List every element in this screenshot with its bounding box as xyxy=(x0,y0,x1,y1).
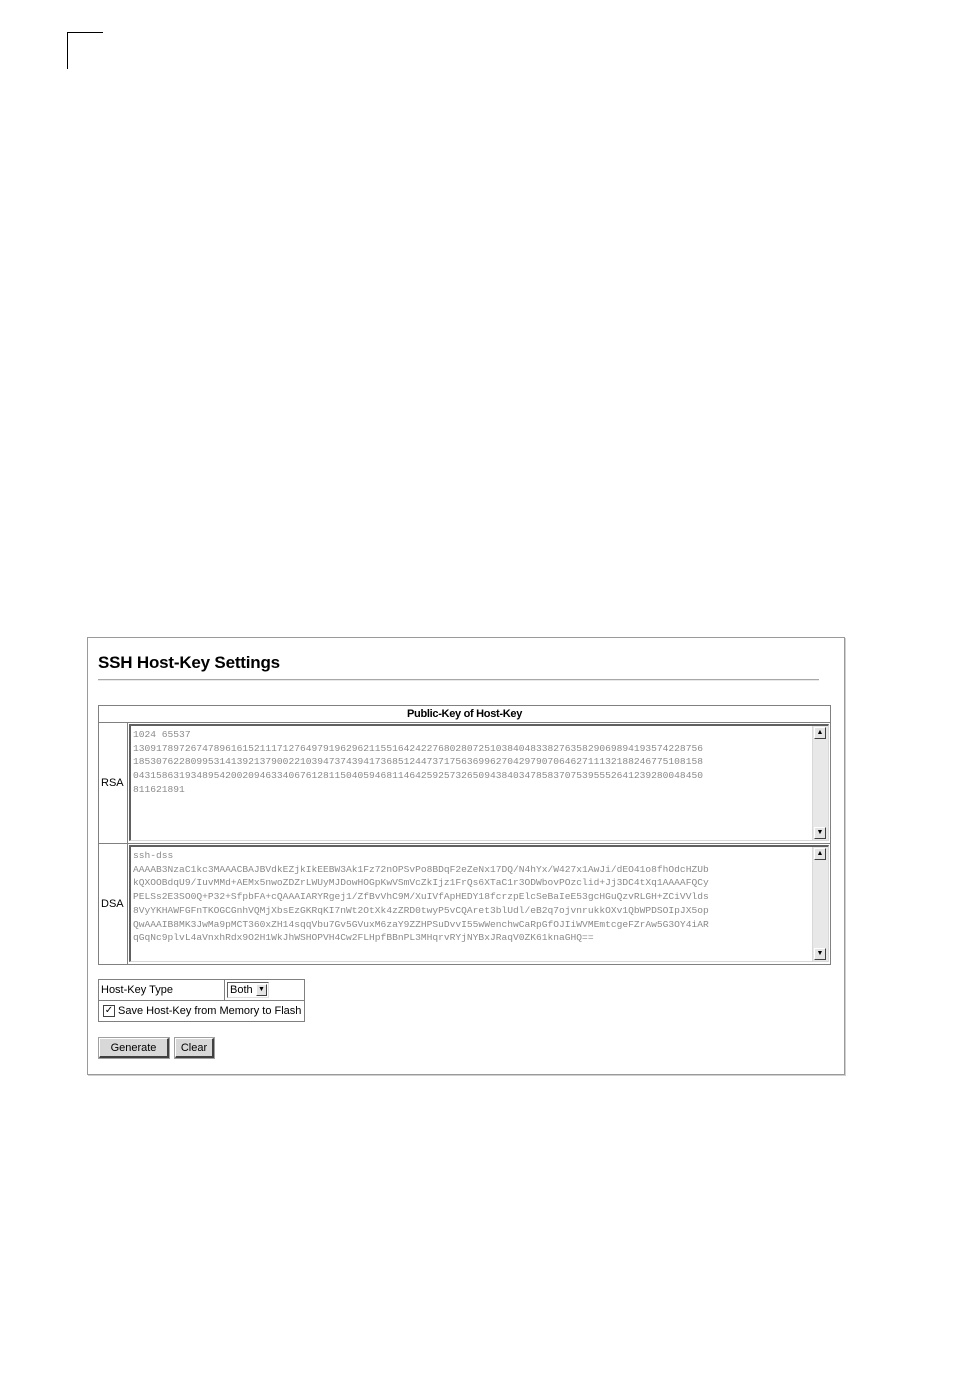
scroll-up-arrow-icon[interactable]: ▲ xyxy=(814,848,826,860)
dsa-key-scrollbar[interactable] xyxy=(812,847,828,961)
crop-mark-vertical xyxy=(67,32,68,69)
page-title: SSH Host-Key Settings xyxy=(98,653,280,672)
chevron-down-icon[interactable]: ▼ xyxy=(256,984,267,996)
save-host-key-row xyxy=(99,1001,305,1022)
save-host-key-cell xyxy=(99,1001,305,1022)
dsa-label: DSA xyxy=(99,844,128,965)
dsa-key-cell xyxy=(128,844,831,965)
save-host-key-checkbox[interactable]: ✓ xyxy=(104,1005,114,1017)
crop-mark-horizontal xyxy=(67,32,103,33)
dsa-key-textarea[interactable] xyxy=(129,845,829,962)
rsa-key-value: 1024 65537 130917897267478961615211171276497919629621155164242276802807251038404833827635829069894193574228756 185307622809953141392137900221039473743941736851244737175636996270429790706462711132188246775108158 043158631934895420020946334067612811504059468114642592573265094384034785837075395552641239280048450 811621891 xyxy=(133,729,703,795)
save-host-key-label: Save Host-Key from Memory to Flash xyxy=(118,1004,302,1017)
scroll-up-arrow-icon[interactable]: ▲ xyxy=(814,727,826,739)
rsa-key-textarea[interactable] xyxy=(129,724,829,841)
rsa-key-scrollbar[interactable] xyxy=(812,726,828,840)
host-key-type-select[interactable] xyxy=(227,982,269,998)
host-key-options-table xyxy=(98,979,305,1022)
ssh-host-key-settings-panel xyxy=(87,637,845,1075)
dsa-key-value: ssh-dss AAAAB3NzaC1kc3MAAACBAJBVdkEZjkIkEEBW3Ak1Fz72nOPSvPo8BDqF2eZeNx17DQ/N4hYx/W427x1AwJi/dEO41o8fhOdcHZUb kQXOOBdqU9/IuvMMd+AEMx5nwoZDZrLWUyMJDowHOGpKwVSmVcZkIjz1FrQs6XTaC1r3ODWbovPOzclid+Jj3DC4tXq1AAAAFQCy PELSs2E3SO0Q+P32+SfpbFA+cQAAAIARYRgej1/ZfBvVhC9M/XuIVfApHEDY18fcrzpElcSeBaIeE53gcHGuQzvRLGH+ZCiVVlds 8VyYKHAWFGFnTKOGCGnhVQMjXbsEzGKRqKI7nWt2OtXk4zZRD0twyP5vCQAret3blUdl/eB2q7ojvnrukkOXv1QbWPDSOIpJX5op QwAAAIB8MK3JwMa9pMCT360xZH14sqqVbu7Gv5GVuxM6zaY9ZZHPSuDvvI55wWenchwCaRpGfOJIiWVMEmtcgeFZrAw5G3OY4iAR qGqNc9plvL4aVnxhRdx9O2H1WkJhWSHOPVH4Cw2FLHpfBBnPL3MHqrvRYjNYBxJRaqV0ZK61knaGHQ== xyxy=(133,850,709,944)
host-key-type-selected-value: Both xyxy=(230,984,253,996)
generate-button[interactable]: Generate xyxy=(99,1038,169,1058)
host-key-type-label: Host-Key Type xyxy=(99,980,225,1001)
title-divider xyxy=(98,679,819,681)
public-key-table-header: Public-Key of Host-Key xyxy=(99,706,831,723)
host-key-type-row xyxy=(99,980,305,1001)
rsa-row xyxy=(99,723,831,844)
host-key-type-cell xyxy=(225,980,305,1001)
scroll-down-arrow-icon[interactable]: ▼ xyxy=(814,827,826,839)
clear-button[interactable]: Clear xyxy=(175,1038,214,1058)
rsa-label: RSA xyxy=(99,723,128,844)
scroll-down-arrow-icon[interactable]: ▼ xyxy=(814,948,826,960)
dsa-row xyxy=(99,844,831,965)
public-key-table xyxy=(98,705,831,965)
rsa-key-cell xyxy=(128,723,831,844)
